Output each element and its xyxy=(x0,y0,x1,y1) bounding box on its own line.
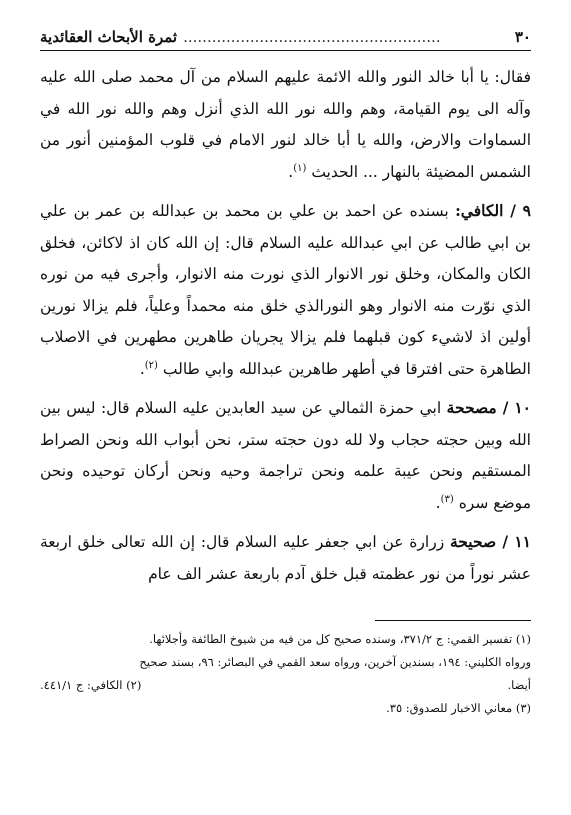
paragraph-3-text: ابي حمزة الثمالي عن سيد العابدين عليه السلام قال: ليس بين الله وبين حجته حجاب ولا لله دون حجته ستر، نحن أبواب الله ونحن الصراط المستقيم ونحن عيبة علمه ونحن تراجمة وحيه ونحن أركان توحيده ونحن موضع سره xyxy=(40,399,531,512)
paragraph-2: ٩ / الكافي: بسنده عن احمد بن علي بن محمد بن عبدالله بن عمر بن علي بن ابي طالب عن ابي عبدالله عليه السلام قال: إن الله كان اذ لاكائن، فخلق الكان والمكان، وخلق نور الانوار الذي نورت منه الانوار، وأجرى فيه من نوره الذي نوّرت منه الانوار وهو النورالذي خلق منه محمداً وعلياً، فلم يزالا نورين أولين اذ لاشيء كون قبلهما فلم يزالا يجريان طاهرين مطهرين في الاصلاب الطاهرة حتى افترقا في أطهر طاهرين عبدالله وابي طالب $^{(٢)}$. xyxy=(40,201,531,378)
paragraph-2-text: بسنده عن احمد بن علي بن محمد بن عبدالله بن عمر بن علي بن ابي طالب عن ابي عبدالله عليه السلام قال: إن الله كان اذ لاكائن، فخلق الكان والمكان، وخلق نور الانوار الذي نورت منه الانوار، وأجرى فيه من نوره الذي نوّرت منه الانوار وهو النورالذي خلق منه محمداً وعلياً، فلم يزالا نورين أولين اذ لاشيء كون قبلهما فلم يزالا يجريان طاهرين مطهرين في الاصلاب الطاهرة حتى افترقا في أطهر طاهرين عبدالله وابي طالب xyxy=(40,202,531,378)
paragraph-3: ١٠ / مصححة ابي حمزة الثمالي عن سيد العابدين عليه السلام قال: ليس بين الله وبين حجته حجاب ولا لله دون حجته ستر، نحن أبواب الله ونحن الصراط المستقيم ونحن عيبة علمه ونحن تراجمة وحيه ونحن أركان توحيده ونحن موضع سره $^{(٣)}$. xyxy=(40,398,531,512)
footnotes xyxy=(40,628,531,720)
hadith-number-10: ١٠ / مصححة xyxy=(446,398,531,417)
paragraph-1: فقال: يا أبا خالد النور والله الائمة عليهم السلام من آل محمد صلى الله عليه وآله الى يوم القيامة، وهم والله نور الله الذي أنزل وهم والله نور الله في السماوات والارض، والله يا أبا خالد لنور الامام في قلوب المؤمنين أنور من الشمس المضيئة بالنهار ... الحديث $^{(١)}$. xyxy=(40,68,531,181)
header-leader-dots: ...................................................... xyxy=(183,28,441,46)
footnote-ref-3: (٣) xyxy=(440,493,454,505)
footnote-1-continued: ورواه الكليني: ١٩٤، بسندين آخرين، ورواه سعد القمي في البصائر: ٩٦، بسند صحيح xyxy=(139,655,531,669)
main-text xyxy=(40,62,531,597)
footnote-ref-2: (٢) xyxy=(144,359,158,371)
footnote-ref-1: (١) xyxy=(293,162,307,174)
paragraph-1-text: فقال: يا أبا خالد النور والله الائمة عليهم السلام من آل محمد صلى الله عليه وآله الى يوم القيامة، وهم والله نور الله الذي أنزل وهم والله نور الله في السماوات والارض، والله يا أبا خالد لنور الامام في قلوب المؤمنين أنور من الشمس المضيئة بالنهار ... الحديث xyxy=(40,68,531,181)
running-header xyxy=(40,22,531,51)
paragraph-4-text: زرارة عن ابي جعفر عليه السلام قال: إن الله تعالى خلق اربعة عشر نوراً من نور عظمته قبل خلق آدم باربعة عشر الف عام xyxy=(40,533,531,583)
hadith-number-9: ٩ / الكافي: xyxy=(455,201,531,220)
footnote-1-end: أيضا. xyxy=(507,678,531,692)
book-title: ثمرة الأبحاث العقائدية xyxy=(40,28,178,46)
footnote-row xyxy=(40,674,531,697)
footnote-3: (٣) معاني الاخبار للصدوق: ٣٥. xyxy=(386,701,531,715)
page-number: ٣٠ xyxy=(514,28,531,46)
paragraph-4 xyxy=(40,526,531,590)
hadith-number-11: ١١ / صحيحة xyxy=(449,532,531,551)
footnote-2: (٢) الكافي: ج ٤٤١/١. xyxy=(40,678,142,692)
footnote-separator xyxy=(375,620,531,621)
footnote-1: (١) تفسير القمي: ج ٣٧١/٢، وسنده صحيح كل من فيه من شيوخ الطائفة وأجلائها. xyxy=(149,632,531,646)
